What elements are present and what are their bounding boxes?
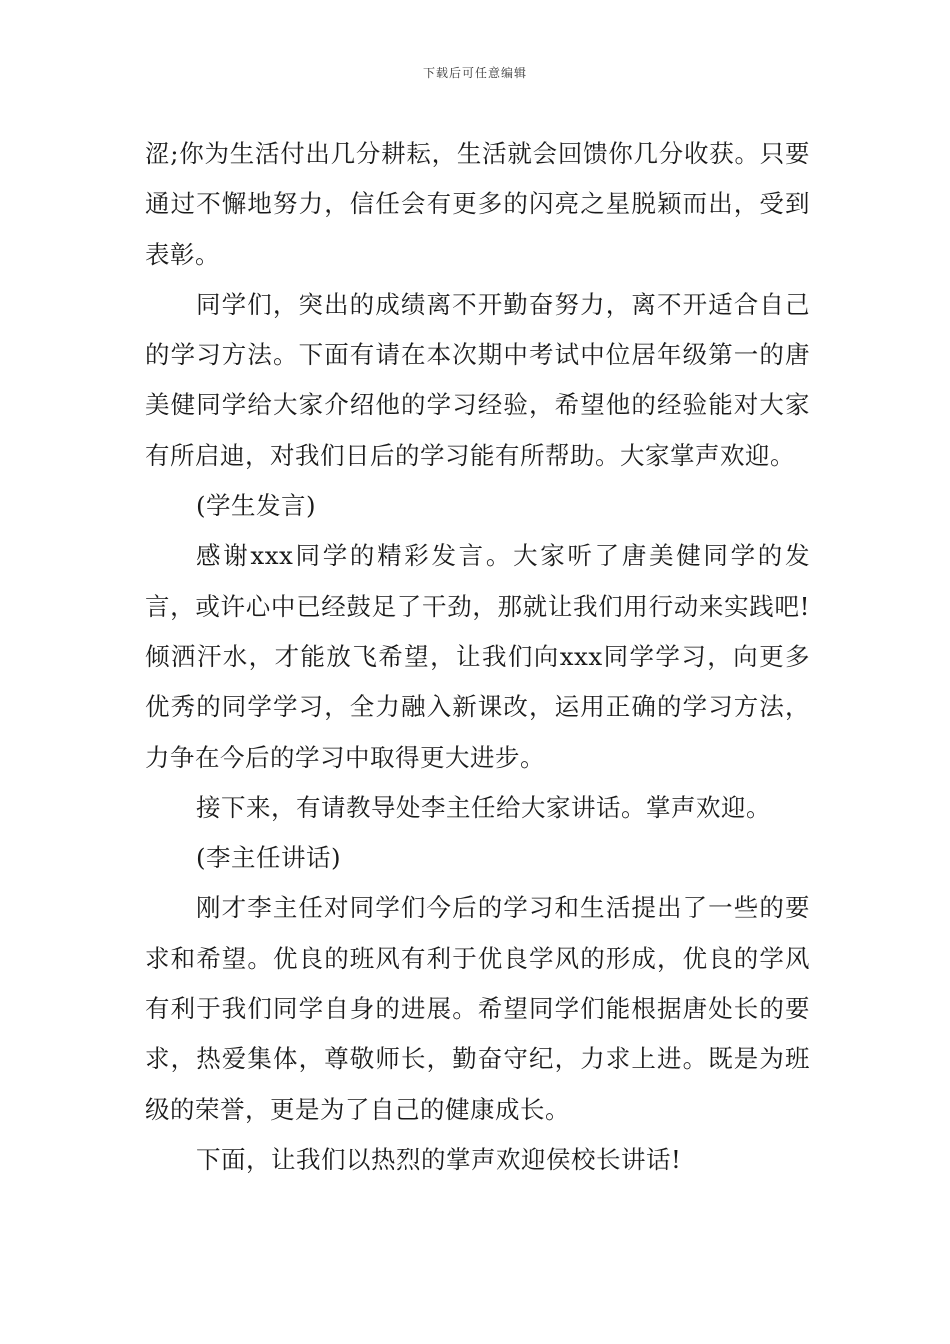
paragraph-student-speech-note: (学生发言) (196, 491, 317, 521)
page-header-note: 下载后可任意编辑 (422, 66, 527, 80)
paragraph-thanks: 感谢xxx同学的精彩发言。大家听了唐美健同学的发言，或许心中已经鼓足了干劲，那就让我们用行动来实践吧!倾洒汗水，才能放飞希望，让我们向xxx同学学习，向更多优秀的同学学习，全力融入新课改，运用正确的学习方法，力争在今后的学习中取得更大进步。 (145, 541, 810, 772)
paragraph-study-method-intro: 同学们，突出的成绩离不开勤奋努力，离不开适合自己的学习方法。下面有请在本次期中考试中位居年级第一的唐美健同学给大家介绍他的学习经验，希望他的经验能对大家有所启迪，对我们日后的学习能有所帮助。大家掌声欢迎。 (145, 289, 810, 470)
document-body (145, 129, 810, 1185)
paragraph-principal-invite: 下面，让我们以热烈的掌声欢迎侯校长讲话! (196, 1144, 682, 1174)
paragraph-director-summary: 刚才李主任对同学们今后的学习和生活提出了一些的要求和希望。优良的班风有利于优良学风的形成，优良的学风有利于我们同学自身的进展。希望同学们能根据唐处长的要求，热爱集体，尊敬师长，勤奋守纪，力求上进。既是为班级的荣誉，更是为了自己的健康成长。 (145, 893, 810, 1124)
paragraph-continuation: 涩;你为生活付出几分耕耘，生活就会回馈你几分收获。只要通过不懈地努力，信任会有更多的闪亮之星脱颖而出，受到表彰。 (145, 139, 810, 269)
paragraph-director-invite: 接下来，有请教导处李主任给大家讲话。掌声欢迎。 (196, 792, 771, 822)
paragraph-director-speech-note: (李主任讲话) (196, 843, 342, 873)
